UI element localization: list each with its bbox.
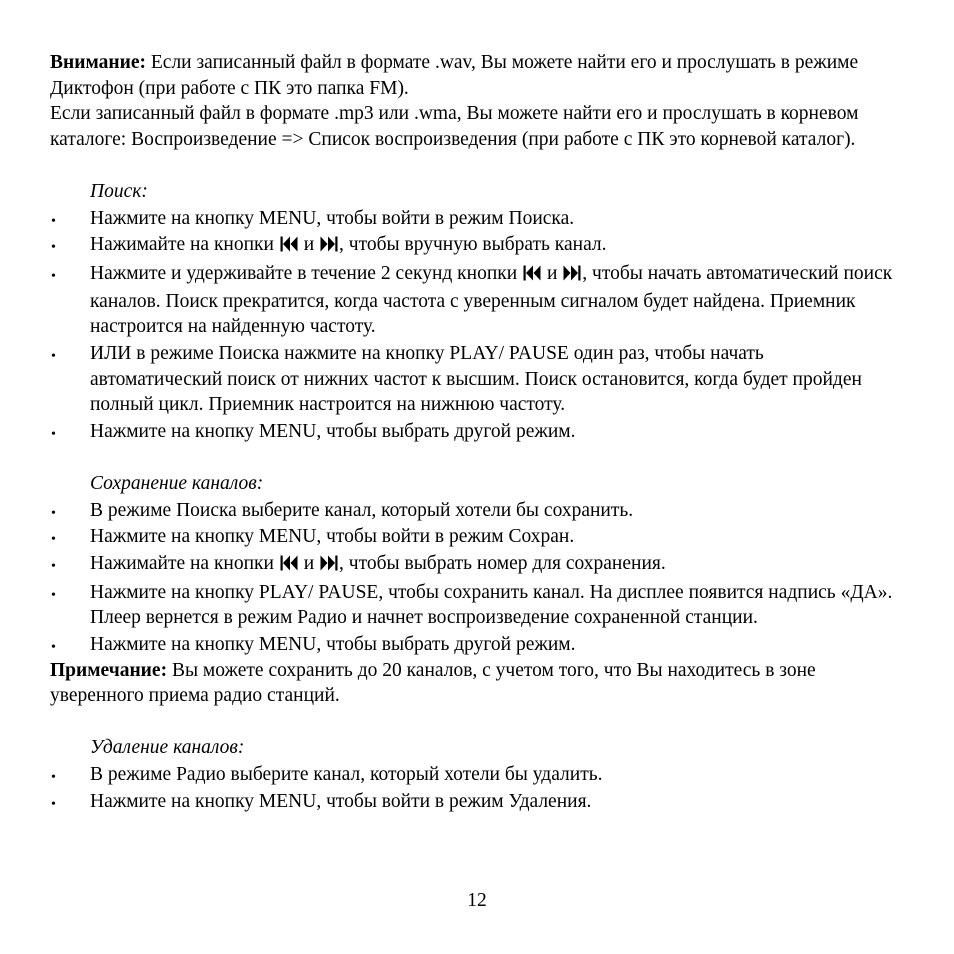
bullet: •	[51, 558, 56, 574]
bullet: •	[51, 796, 56, 812]
item-text: и	[542, 262, 563, 284]
manual-page	[50, 50, 900, 814]
list-item	[50, 761, 900, 788]
skip-forward-icon	[563, 263, 581, 289]
spacer	[50, 153, 900, 179]
bullet: •	[51, 240, 56, 256]
skip-forward-icon	[320, 553, 338, 579]
bullet: •	[51, 268, 56, 284]
bullet: •	[51, 427, 56, 443]
skip-back-icon	[280, 553, 298, 579]
item-text: Нажмите на кнопку MENU, чтобы выбрать другой режим.	[90, 634, 576, 656]
spacer	[50, 709, 900, 735]
spacer	[50, 445, 900, 471]
bullet: •	[51, 640, 56, 656]
list-item	[50, 550, 900, 579]
skip-back-icon	[523, 263, 541, 289]
list-item	[50, 788, 900, 815]
list-item	[50, 231, 900, 260]
item-text: Нажмите и удерживайте в течение 2 секунд кнопки	[90, 262, 523, 284]
item-text: Нажмите на кнопку PLAY/ PAUSE, чтобы сохранить канал. На дисплее появится надпись «ДА». Плеер вернется в режим Радио и начнет воспроизведение сохраненной станции.	[90, 581, 893, 629]
attention-label: Внимание:	[50, 52, 146, 73]
save-list	[50, 497, 900, 658]
list-item	[50, 205, 900, 232]
bullet: •	[51, 769, 56, 785]
item-text: Нажмите на кнопку MENU, чтобы войти в режим Удаления.	[90, 790, 592, 812]
skip-back-icon	[280, 234, 298, 260]
list-item	[50, 418, 900, 445]
attention-text: Если записанный файл в формате .wav, Вы можете найти его и прослушать в режиме Диктофон (при работе с ПК это папка FM).	[50, 52, 859, 99]
item-text: и	[298, 552, 320, 574]
item-text: , чтобы начать автоматический поиск каналов. Поиск прекратится, когда частота с уверенным сигналом будет найдена. Приемник настроится на найденную частоту.	[90, 262, 893, 338]
note-paragraph	[50, 658, 900, 709]
item-text: , чтобы выбрать номер для сохранения.	[339, 552, 666, 574]
attention-paragraph-2: Если записанный файл в формате .mp3 или .wma, Вы можете найти его и прослушать в корневом каталоге: Воспроизведение => Список воспроизведения (при работе с ПК это корневой каталог).	[50, 103, 859, 151]
bullet: •	[51, 505, 56, 521]
search-heading: Поиск:	[90, 180, 148, 202]
item-text: Нажмите на кнопку MENU, чтобы войти в режим Поиска.	[90, 207, 575, 229]
item-text: и	[298, 234, 320, 256]
item-text: В режиме Радио выберите канал, который хотели бы удалить.	[90, 763, 603, 785]
page-number: 12	[467, 890, 487, 911]
list-item	[50, 260, 900, 340]
list-item	[50, 523, 900, 550]
list-item	[50, 497, 900, 524]
list-item	[50, 631, 900, 658]
bullet: •	[51, 213, 56, 229]
item-text: Нажмите на кнопку MENU, чтобы выбрать другой режим.	[90, 421, 576, 443]
list-item	[50, 340, 900, 418]
item-text: В режиме Поиска выберите канал, который хотели бы сохранить.	[90, 499, 634, 521]
delete-list	[50, 761, 900, 814]
delete-heading: Удаление каналов:	[90, 737, 245, 759]
item-text: Нажимайте на кнопки	[90, 552, 279, 574]
bullet: •	[51, 349, 56, 365]
note-label: Примечание:	[50, 659, 168, 681]
bullet: •	[51, 532, 56, 548]
item-text: Нажмите на кнопку MENU, чтобы войти в режим Сохран.	[90, 526, 575, 548]
list-item	[50, 579, 900, 631]
item-text: ИЛИ в режиме Поиска нажмите на кнопку PLAY/ PAUSE один раз, чтобы начать автоматический поиск от нижних частот к высшим. Поиск остановится, когда будет пройден полный цикл. Приемник настроится на нижнюю частоту.	[90, 343, 862, 416]
save-heading: Сохранение каналов:	[90, 472, 264, 494]
note-text: Вы можете сохранить до 20 каналов, с учетом того, что Вы находитесь в зоне уверенного приема радио станций.	[50, 659, 816, 707]
skip-forward-icon	[320, 234, 338, 260]
attention-paragraph	[50, 50, 900, 101]
item-text: , чтобы вручную выбрать канал.	[339, 234, 607, 256]
search-list	[50, 205, 900, 445]
item-text: Нажимайте на кнопки	[90, 234, 279, 256]
bullet: •	[51, 587, 56, 603]
